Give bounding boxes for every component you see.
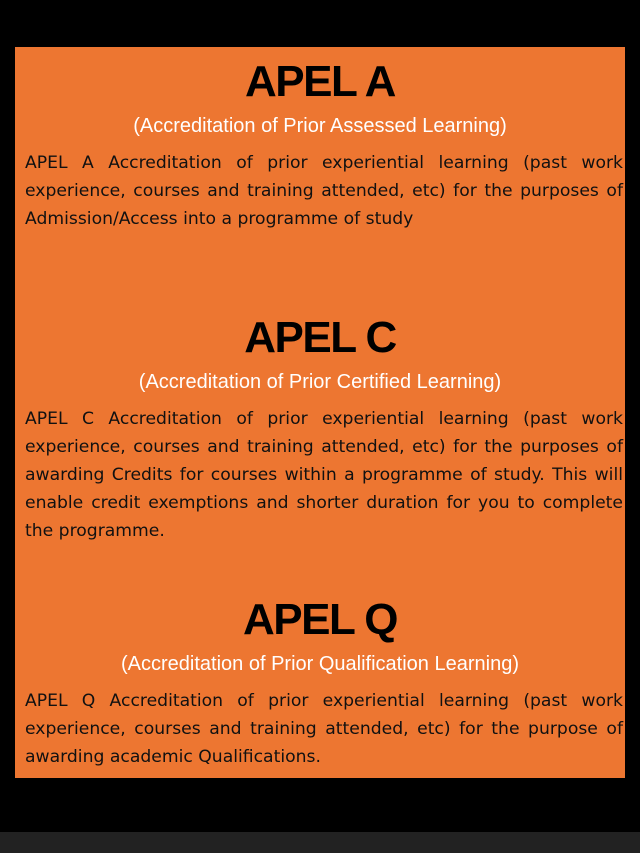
section-subtitle: (Accreditation of Prior Certified Learning) (138, 371, 502, 393)
info-panel (15, 47, 625, 778)
section-title: APEL A (245, 57, 395, 106)
section-subtitle: (Accreditation of Prior Qualification Learning) (121, 653, 519, 675)
section-subtitle: (Accreditation of Prior Assessed Learning) (133, 115, 507, 137)
section-title: APEL C (244, 313, 396, 362)
section-apel-a (15, 53, 625, 233)
section-apel-q (15, 591, 625, 771)
section-apel-c (15, 309, 625, 545)
section-description: APEL A Accreditation of prior experiential learning (past work experience, courses and training attended, etc) for the purposes of Admission/Access into a programme of study (25, 153, 623, 229)
section-title: APEL Q (242, 595, 397, 644)
bottom-bar (0, 832, 640, 853)
section-description: APEL Q Accreditation of prior experiential learning (past work experience, courses and training attended, etc) for the purpose of awarding academic Qualifications. (25, 691, 623, 767)
section-description: APEL C Accreditation of prior experiential learning (past work experience, courses and training attended, etc) for the purposes of awarding Credits for courses within a programme of study. This will enable credit exemptions and shorter duration for you to complete the programme. (25, 409, 623, 541)
